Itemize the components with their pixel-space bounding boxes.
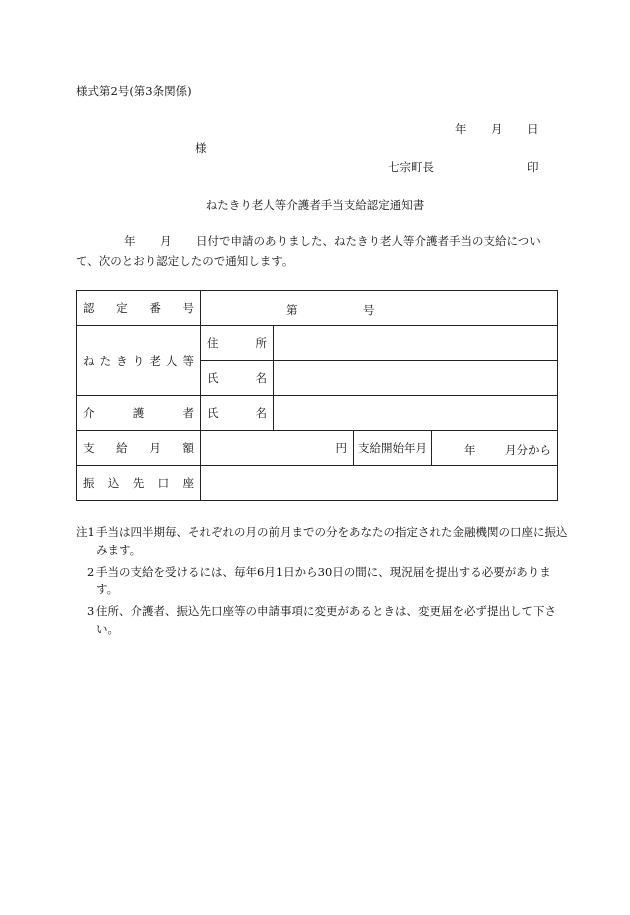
- note-text: 住所、介護者、振込先口座等の申請事項に変更があるときは、変更届を必ず提出して下さい。: [96, 604, 556, 637]
- date-month: 月: [491, 122, 503, 136]
- caregiver-name-field[interactable]: [274, 396, 558, 431]
- note-item: [76, 603, 572, 639]
- cert-number-cell: [201, 291, 558, 326]
- elder-name-label: 氏名: [201, 361, 274, 396]
- note-number: 注1: [76, 525, 95, 539]
- document-title: ねたきり老人等介護者手当支給認定通知書: [205, 198, 425, 212]
- cert-number-label: 認定番号: [77, 291, 201, 326]
- address-field[interactable]: [274, 326, 558, 361]
- date-day: 日: [527, 122, 539, 136]
- mayor-title: 七宗町長: [388, 160, 434, 174]
- cert-number-go: 号: [363, 303, 375, 317]
- note-item: [76, 564, 572, 600]
- cert-number-dai: 第: [286, 303, 298, 317]
- caregiver-label: 介護者: [77, 396, 201, 431]
- caregiver-name-label: 氏名: [201, 396, 274, 431]
- date-year: 年: [455, 122, 467, 136]
- note-text: 手当の支給を受けるには、毎年6月1日から30日の間に、現況届を提出する必要があります。: [96, 564, 551, 597]
- row-bank: [77, 466, 558, 501]
- seal-mark: 印: [527, 160, 539, 174]
- note-number: 3: [87, 604, 95, 619]
- body-text-line1: 日付で申請のありました、ねたきり老人等介護者手当の支給につい: [196, 234, 541, 248]
- note-text: 手当は四半期毎、それぞれの月の前月までの分をあなたの指定された金融機関の口座に振込みます。: [96, 525, 568, 557]
- row-monthly-amount: [77, 431, 558, 466]
- start-year: 年: [464, 443, 476, 457]
- address-label: 住所: [201, 326, 274, 361]
- start-month-from: 月分から: [505, 443, 551, 457]
- row-address: [77, 326, 558, 361]
- start-label: 支給開始年月: [354, 431, 432, 466]
- yen-unit: 円: [335, 441, 347, 455]
- bank-field[interactable]: [201, 466, 558, 501]
- note-number: 2: [87, 564, 95, 579]
- body-month: 月: [160, 234, 172, 248]
- certification-table: [76, 290, 558, 501]
- recipient-sama: 様: [195, 141, 207, 155]
- body-year: 年: [124, 234, 136, 248]
- body-text-line2: て、次のとおり認定したので通知します。: [76, 254, 294, 268]
- bank-label: 振込先口座: [77, 466, 201, 501]
- elder-name-field[interactable]: [274, 361, 558, 396]
- note-item: [76, 524, 572, 560]
- monthly-amount-field[interactable]: [201, 431, 354, 466]
- bedridden-label: ねたきり老人等: [77, 326, 201, 396]
- form-id: 様式第2号(第3条関係): [76, 84, 192, 98]
- monthly-amount-label: 支給月額: [77, 431, 201, 466]
- row-caregiver: [77, 396, 558, 431]
- row-cert-number: [77, 291, 558, 326]
- notes: [76, 524, 572, 639]
- start-field[interactable]: [432, 431, 558, 466]
